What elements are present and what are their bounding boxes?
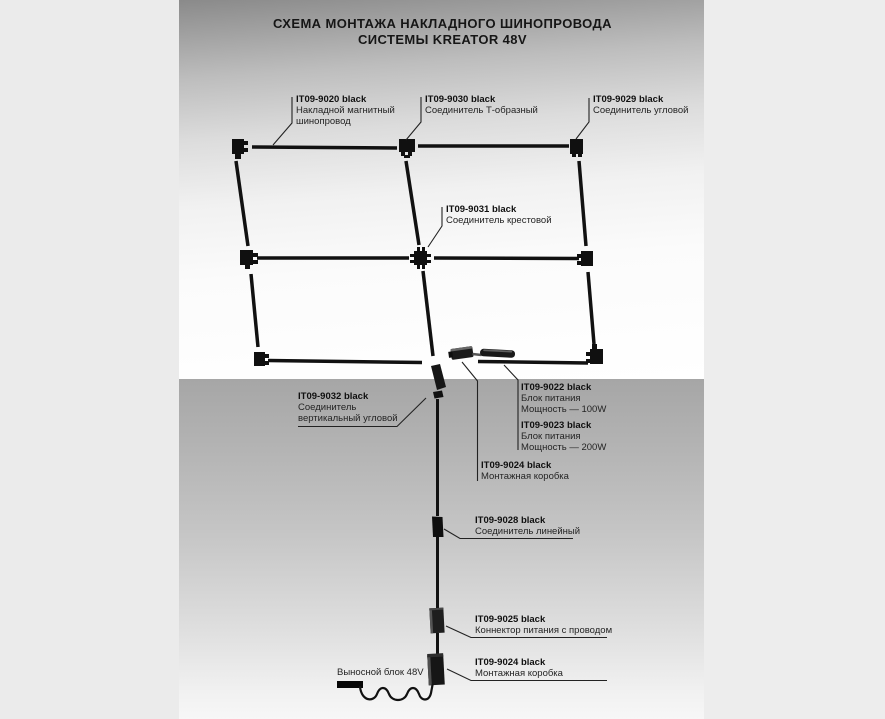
external-block-text: Выносной блок 48V [337,667,424,678]
part-desc: Блок питания [521,392,581,404]
label-it09-9020 [296,95,395,128]
power-supply-bar [480,349,515,358]
part-desc: шинопровод [296,115,351,127]
track-segment [236,161,248,246]
track-segment [423,271,433,356]
label-external-block [337,668,424,679]
track-segment [434,258,579,259]
leader-it09-9029 [576,98,589,139]
connector-bottom-right [586,344,603,364]
mounting-box [427,653,445,685]
part-code: IT09-9025 black [475,614,546,625]
power-link [473,354,482,355]
part-code: IT09-9023 black [521,420,592,431]
title-line-1: СХЕМА МОНТАЖА НАКЛАДНОГО ШИНОПРОВОДА [273,16,612,31]
label-it09-9025 [475,615,612,637]
track-segment [268,361,422,363]
track-segment [588,272,594,344]
part-desc: Соединитель Т-образный [425,104,538,116]
label-it09-9031 [446,205,552,227]
part-code: IT09-9020 black [296,94,367,105]
part-desc: Соединитель крестовой [446,214,552,226]
part-code: IT09-9032 black [298,391,369,402]
part-desc: Блок питания [521,430,581,442]
cross-connector-center [410,247,431,269]
power-supply-unit [448,346,474,360]
leader-it09-9024-top [462,362,478,481]
part-desc: Соединитель [298,401,357,413]
corner-connector-top-left [232,139,248,159]
label-it09-9023 [521,421,606,454]
part-desc: Коннектор питания с проводом [475,624,613,636]
part-code: IT09-9028 black [475,515,546,526]
leader-it09-9031 [428,207,442,247]
leader-it09-9020 [273,97,292,145]
track-segment [252,147,397,148]
part-code: IT09-9031 black [446,204,517,215]
power-connector-box [429,608,444,634]
label-it09-9024-bottom [475,658,563,680]
track-segment [478,362,588,364]
part-desc: Монтажная коробка [475,667,563,679]
leader-it09-9030 [406,97,421,140]
part-code: IT09-9024 black [475,657,546,668]
part-code: IT09-9024 black [481,460,552,471]
label-it09-9022 [521,383,606,416]
leader-it09-9022 [504,365,518,450]
label-it09-9024-top [481,461,569,483]
track-segment [579,161,586,246]
label-it09-9032 [298,392,398,425]
connector-middle-right [577,251,593,266]
label-it09-9029 [593,95,688,117]
part-code: IT09-9029 black [593,94,664,105]
track-segment [406,161,419,245]
connector-middle-left [240,250,258,269]
part-code: IT09-9022 black [521,382,592,393]
corner-connector-top-right [570,139,583,157]
part-desc: Мощность — 200W [521,441,607,453]
part-desc: Соединитель угловой [593,104,689,116]
linear-connector-box [432,517,444,538]
part-desc: Соединитель линейный [475,525,581,537]
power-cable-wave [360,685,433,700]
t-connector-top-middle [399,139,415,158]
vertical-corner-connector [431,364,446,399]
label-it09-9030 [425,95,538,117]
part-code: IT09-9030 black [425,94,496,105]
connector-bottom-left [254,352,269,366]
track-segment [251,274,258,347]
part-desc: Монтажная коробка [481,470,569,482]
title-line-2: СИСТЕМЫ KREATOR 48V [358,31,527,47]
part-desc: Накладной магнитный [296,104,395,116]
label-it09-9028 [475,516,580,538]
part-desc: Мощность — 100W [521,403,607,415]
part-desc: вертикальный угловой [298,412,398,424]
